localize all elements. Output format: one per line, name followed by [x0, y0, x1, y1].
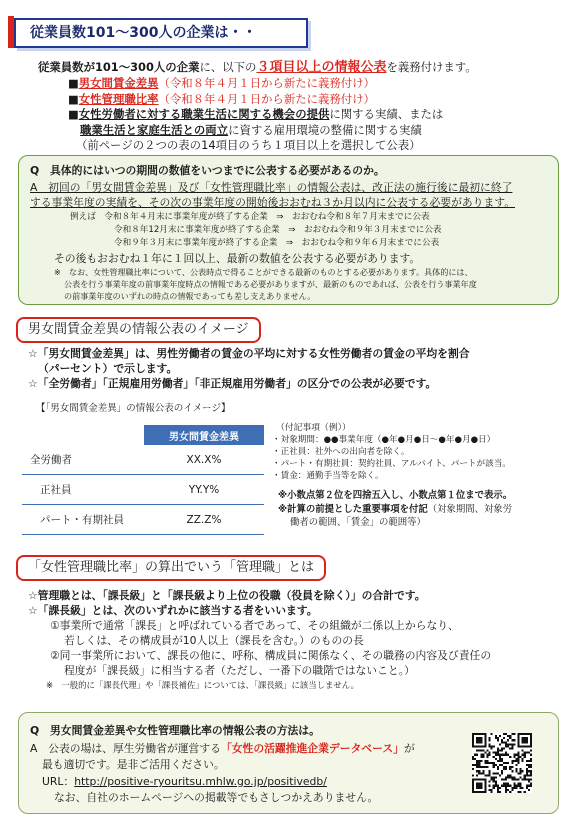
- sec2-line-4: 若しくは、その構成員が10人以上（課長を含む。）のものの長: [64, 634, 364, 647]
- note-premise: [278, 504, 512, 516]
- qa2-answer-1: [30, 741, 415, 756]
- qa1-answer-1: A 初回の「男女間賃金差異」及び「女性管理職比率」の情報公表は、改正法の施行後に最初に終了: [30, 181, 513, 194]
- qa2-url-line: [42, 774, 327, 789]
- qa1-question: Q 具体的にはいつの期間の数値をいつまでに公表する必要があるのか。: [30, 164, 385, 177]
- intro-highlight: ３項目以上の情報公表: [256, 60, 387, 75]
- item-note: （令和８年４月１日から新たに義務付け）: [158, 92, 375, 106]
- intro-text-end: を義務付けます。: [386, 60, 477, 74]
- sec1-line-2: （パーセント）で示します。: [38, 362, 178, 375]
- intro-line-1: [38, 60, 477, 75]
- item-note: （令和８年４月１日から新たに義務付け）: [158, 76, 375, 90]
- notes-heading: （付記事項（例））: [276, 423, 351, 433]
- qa1-example-1: 例えば 令和８年４月末に事業年度が終了する企業 ⇒ おおむね令和８年７月末までに公表: [70, 212, 430, 222]
- table-row: [22, 475, 264, 505]
- qa1-note-1: ※ なお、女性管理職比率について、公表時点で得ることができる最新のものとする必要があります。具体的には、: [54, 267, 473, 277]
- bullet-square: ■: [68, 107, 79, 121]
- item-text: に資する雇用環境の整備に関する実績: [228, 123, 422, 137]
- table-caption: 【「男女間賃金差異」の情報公表のイメージ】: [36, 403, 231, 414]
- qa2-answer-3: なお、自社のホームページへの掲載等でもさしつかえありません。: [54, 791, 379, 804]
- intro-item-1: [68, 76, 375, 91]
- table-header-empty: [22, 425, 144, 445]
- row-label: パート・有期社員: [22, 505, 144, 535]
- note-premise-cont: 働者の範囲、「賃金」の範囲等）: [290, 517, 426, 528]
- intro-text: に、以下の: [199, 60, 257, 74]
- qr-code-icon[interactable]: [472, 733, 532, 793]
- qa1-note-3: の前事業年度のいずれの時点の情報であっても差し支えありません。: [64, 291, 316, 301]
- table-row: [22, 445, 264, 475]
- qa2-answer-2: 最も適切です。是非ご活用ください。: [42, 758, 225, 771]
- qa1-note-2: 公表を行う事業年度の前事業年度時点の情報である必要がありますが、最新のものであれば、公表を行う事業年度: [64, 279, 477, 289]
- table-header: 男女間賃金差異: [144, 425, 264, 445]
- intro-item-3-cont: [80, 123, 422, 138]
- bullet-square: ■: [68, 76, 79, 90]
- qa2-question: Q 男女間賃金差異や女性管理職比率の情報公表の方法は。: [30, 724, 320, 737]
- note-parttime: ・パート・有期社員：契約社員、アルバイト、パートが該当。: [272, 459, 511, 469]
- note-wage: ・賃金：通勤手当等を除く。: [272, 471, 384, 481]
- intro-item-3: [68, 107, 443, 122]
- sec2-line-5: ②同一事業所において、課長の他に、呼称、構成員に関係なく、その職務の内容及び責任の: [50, 649, 492, 662]
- qa2-answer-text: A 公表の場は、厚生労働省が運営する: [30, 742, 221, 755]
- sec2-line-2: ☆「課長級」とは、次のいずれかに該当する者をいいます。: [28, 604, 318, 617]
- row-value: ZZ.Z%: [144, 505, 264, 535]
- note-fulltime: ・正社員：社外への出向者を除く。: [272, 447, 410, 457]
- item-text: に関する実績、または: [329, 107, 444, 121]
- row-label: 正社員: [22, 475, 144, 505]
- item-opportunity: 女性労働者に対する職業生活に関する機会の提供: [78, 107, 330, 121]
- qa2-answer-end: が: [403, 742, 415, 755]
- note-period: ・対象期間：●●事業年度（●年●月●日～●年●月●日）: [272, 435, 496, 445]
- page-title: 従業員数101～300人の企業は・・: [30, 25, 257, 41]
- wage-gap-table: [22, 425, 264, 535]
- qa1-answer-3: その後もおおむね１年に１回以上、最新の数値を公表する必要があります。: [54, 252, 421, 265]
- intro-emph: 従業員数が101～300人の企業: [38, 60, 200, 74]
- sec2-line-3: ①事業所で通常「課長」と呼ばれている者であって、その組織が二係以上からなり、: [50, 619, 459, 632]
- note-rounding: ※小数点第２位を四捨五入し、小数点第１位まで表示。: [278, 490, 513, 501]
- table-row: [22, 505, 264, 535]
- intro-item-2: [68, 92, 375, 107]
- database-url-link[interactable]: http://positive-ryouritsu.mhlw.go.jp/positivedb/: [74, 775, 327, 788]
- item-wage-gap: 男女間賃金差異: [78, 76, 159, 90]
- note-premise-text: （対象期間、対象労: [427, 504, 513, 515]
- intro-item-3-note: （前ページの２つの表の14項目のうち１項目以上を選択して公表）: [76, 138, 421, 152]
- sec1-line-3: ☆「全労働者」「正規雇用労働者」「非正規雇用労働者」の区分での公表が必要です。: [28, 377, 437, 390]
- section-title-manager: 「女性管理職比率」の算出でいう「管理職」とは: [16, 555, 326, 581]
- section-title-wage-gap: 男女間賃金差異の情報公表のイメージ: [16, 317, 261, 343]
- note-premise-emph: ※計算の前提とした重要事項を付記: [278, 504, 428, 515]
- item-manager-ratio: 女性管理職比率: [78, 92, 159, 106]
- sec2-line-6: 程度が「課長級」に相当する者（ただし、一番下の職階ではないこと。）: [64, 664, 415, 677]
- qa1-example-2: 令和８年12月末に事業年度が終了する企業 ⇒ おおむね令和９年３月末までに公表: [114, 225, 442, 235]
- sec2-line-1: ☆管理職とは、「課長級」と「課長級より上位の役職（役員を除く）」の合計です。: [28, 589, 426, 602]
- database-name: 「女性の活躍推進企業データベース」: [220, 742, 404, 755]
- bullet-square: ■: [68, 92, 79, 106]
- header-accent-bar: [8, 16, 14, 48]
- url-label: URL：: [42, 775, 75, 788]
- row-value: XX.X%: [144, 445, 264, 475]
- item-balance: 職業生活と家庭生活との両立: [80, 123, 229, 137]
- sec2-note: ※ 一般的に「課長代理」や「課長補佐」については、「課長級」に該当しません。: [46, 680, 360, 690]
- qa1-example-3: 令和９年３月末に事業年度が終了する企業 ⇒ おおむね令和９年６月末までに公表: [114, 238, 440, 248]
- qa1-answer-2: する事業年度の実績を、その次の事業年度の開始後おおむね３か月以内に公表する必要があります。: [30, 196, 515, 209]
- sec1-line-1: ☆「男女間賃金差異」は、男性労働者の賃金の平均に対する女性労働者の賃金の平均を割合: [28, 347, 470, 360]
- row-label: 全労働者: [22, 445, 144, 475]
- row-value: YY.Y%: [144, 475, 264, 505]
- table-header-row: [22, 425, 264, 445]
